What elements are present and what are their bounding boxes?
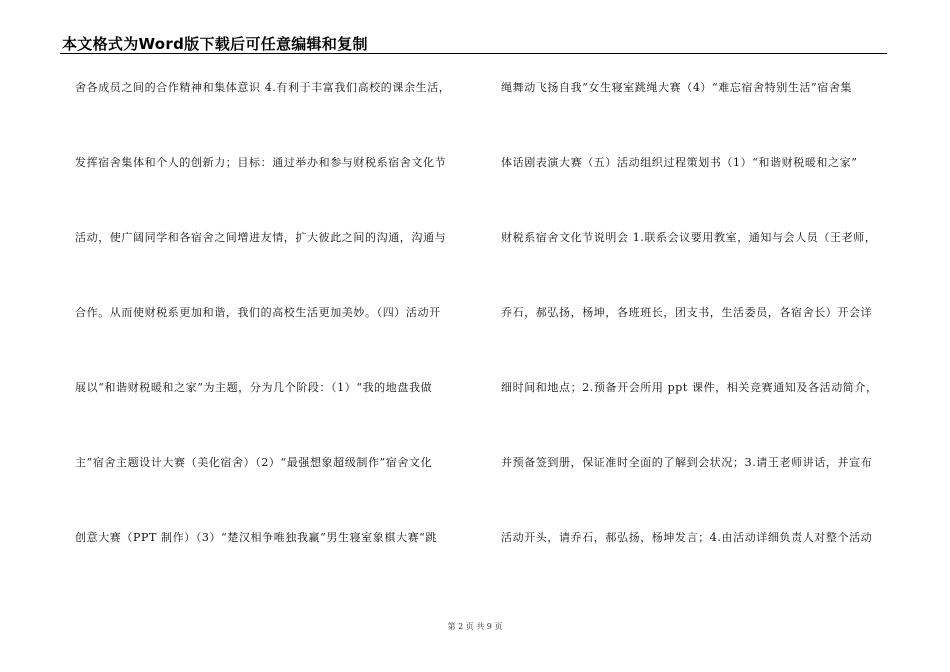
header-divider (60, 53, 887, 54)
text-line: 合作。从而使财税系更加和谐，我们的高校生活更加美妙。（四）活动开 (75, 306, 441, 319)
text-line: 乔石，郝弘扬，杨坤，各班班长，团支书，生活委员，各宿舍长）开会详 (501, 306, 873, 319)
text-line: 创意大赛（PPT 制作）（3）“楚汉相争唯独我赢”男生寝室象棋大赛“跳 (75, 531, 438, 544)
text-line: 舍各成员之间的合作精神和集体意识 4.有利于丰富我们高校的课余生活， (75, 81, 451, 94)
text-line: 财税系宿舍文化节说明会 1.联系会议要用教室，通知与会人员（王老师， (501, 231, 877, 244)
text-line: 并预备签到册，保证准时全面的了解到会状况；3.请王老师讲话，并宣布 (501, 456, 873, 469)
text-line: 细时间和地点；2.预备开会所用 ppt 课件，相关竞赛通知及各活动简介， (501, 381, 878, 394)
page-number-footer: 第 2 页 共 9 页 (447, 622, 503, 631)
text-line: 活动开头，请乔石，郝弘扬，杨坤发言；4.由活动详细负责人对整个活动 (501, 531, 873, 544)
text-line: 活动，使广阔同学和各宿舍之间增进友情，扩大彼此之间的沟通，沟通与 (75, 231, 447, 244)
text-line: 体话剧表演大赛（五）活动组织过程策划书（1）“和谐财税暖和之家” (501, 156, 858, 169)
page-header-title: 本文格式为Word版下载后可任意编辑和复制 (62, 35, 368, 53)
text-line: 绳舞动飞扬自我”女生寝室跳绳大赛（4）“难忘宿舍特别生活”宿舍集 (501, 81, 853, 94)
text-line: 发挥宿舍集体和个人的创新力；目标：通过举办和参与财税系宿舍文化节 (75, 156, 447, 169)
text-line: 主”宿舍主题设计大赛（美化宿舍）（2）“最强想象超级制作”宿舍文化 (75, 456, 433, 469)
text-line: 展以“和谐财税暖和之家”为主题，分为几个阶段：（1）“我的地盘我做 (75, 381, 433, 394)
